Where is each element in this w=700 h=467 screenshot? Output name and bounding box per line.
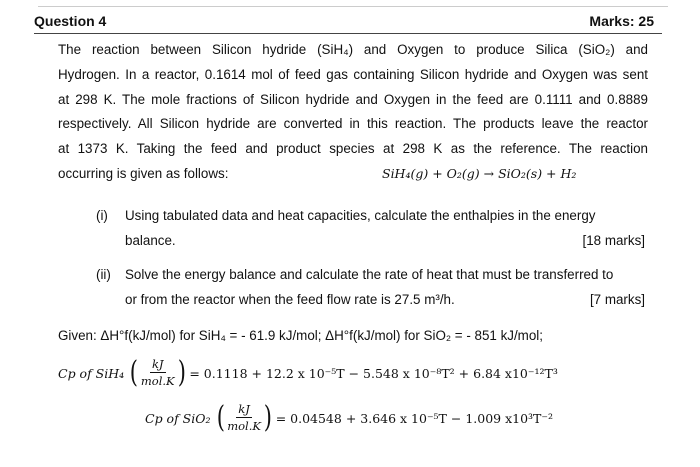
part-i-line-1: Using tabulated data and heat capacities, calculate the enthalpies in the energy <box>125 208 596 223</box>
cp-sio2-rhs: = 0.04548 + 3.646 x 10⁻⁵T − 1.009 x10³T⁻² <box>275 410 553 426</box>
part-ii <box>96 263 652 313</box>
part-ii-line-1: Solve the energy balance and calculate the rate of heat that must be transferred to <box>125 267 614 282</box>
question-intro <box>58 38 648 187</box>
close-paren: ) <box>177 355 186 390</box>
question-marks: Marks: 25 <box>589 13 654 29</box>
intro-line-6 <box>58 162 648 187</box>
part-i-line-2 <box>125 229 645 254</box>
intro-line-2: Hydrogen. In a reactor, 0.1614 mol of feed gas containing Silicon hydride and Oxygen was sent <box>58 66 648 82</box>
intro-line-5: at 1373 K. Taking the feed and product species at 298 K as the reference. The reaction <box>58 141 648 157</box>
part-i <box>96 204 652 254</box>
cp-sih4-unit-num: kJ <box>151 357 164 371</box>
header-divider <box>34 33 662 34</box>
question-title: Question 4 <box>34 13 107 29</box>
part-ii-line-2 <box>125 288 645 313</box>
cp-sio2-unit-num: kJ <box>238 402 250 416</box>
cp-sio2-lhs: Cp of SiO₂ <box>145 410 211 426</box>
reaction-equation: SiH₄(g) + O₂(g) → SiO₂(s) + H₂ <box>382 165 577 181</box>
part-i-marks: [18 marks] <box>582 232 645 248</box>
part-ii-marks: [7 marks] <box>589 291 645 307</box>
part-ii-line-2-text: or from the reactor when the feed flow rate is 27.5 m³/h. <box>125 291 455 307</box>
intro-line-4: respectively. All Silicon hydride are converted in this reaction. The products leave the reactor <box>58 116 648 132</box>
cp-sih4-rhs: = 0.1118 + 12.2 x 10⁻⁵T − 5.548 x 10⁻⁸T² + 6.84 x10⁻¹²T³ <box>189 365 558 381</box>
intro-line-6-text: occurring is given as follows: <box>58 165 229 181</box>
part-ii-number: (ii) <box>96 267 111 282</box>
cp-sio2-unit <box>227 403 261 433</box>
part-i-line-2-text: balance. <box>125 232 176 248</box>
cp-sih4-unit <box>141 358 175 388</box>
cp-sih4-unit-den: mol.K <box>140 374 175 388</box>
intro-line-3: at 298 K. The mole fractions of Silicon hydride and Oxygen in the feed are 0.1111 and 0.8889 <box>58 91 648 107</box>
part-i-number: (i) <box>96 208 108 223</box>
close-paren: ) <box>263 400 272 435</box>
open-paren: ( <box>129 355 139 390</box>
cp-sio2-equation <box>145 400 553 435</box>
top-border <box>38 6 668 7</box>
given-enthalpies: Given: ΔH°f(kJ/mol) for SiH₄ = - 61.9 kJ/mol; ΔH°f(kJ/mol) for SiO₂ = - 851 kJ/mol; <box>58 328 543 343</box>
open-paren: ( <box>216 400 225 435</box>
cp-sih4-lhs: Cp of SiH₄ <box>58 365 125 381</box>
intro-line-1: The reaction between Silicon hydride (SiH₄) and Oxygen to produce Silica (SiO₂) and <box>58 42 648 57</box>
cp-sih4-equation <box>58 355 558 390</box>
cp-sio2-unit-den: mol.K <box>227 419 261 433</box>
